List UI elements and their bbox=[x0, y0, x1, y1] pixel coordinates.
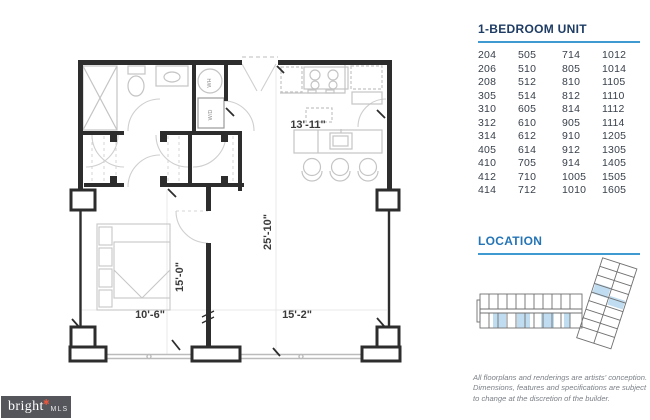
unit-number: 405 bbox=[478, 143, 497, 156]
unit-panel bbox=[478, 22, 640, 198]
unit-number: 1405 bbox=[602, 157, 627, 169]
unit-number: 505 bbox=[518, 49, 537, 61]
unit-table bbox=[478, 49, 640, 198]
unit-number: 1205 bbox=[602, 130, 627, 142]
unit-number: 912 bbox=[562, 143, 581, 156]
unit-number: 1010 bbox=[562, 184, 587, 196]
unit-panel-title: 1-BEDROOM UNIT bbox=[478, 22, 640, 43]
unit-number: 610 bbox=[518, 116, 537, 129]
dimension-bedroom-width: 10'-6" bbox=[135, 309, 165, 321]
location-panel bbox=[478, 234, 640, 255]
unit-number: 714 bbox=[562, 49, 581, 61]
unit-number: 312 bbox=[478, 116, 497, 129]
unit-number: 1605 bbox=[602, 184, 627, 196]
logo-suffix-text: MLS bbox=[50, 405, 69, 413]
unit-number: 305 bbox=[478, 89, 497, 102]
unit-number: 910 bbox=[562, 130, 581, 142]
unit-number: 612 bbox=[518, 130, 537, 142]
building-wing bbox=[577, 258, 637, 349]
disclaimer-line: to change at the discretion of the builder. bbox=[473, 393, 610, 403]
unit-number: 805 bbox=[562, 62, 581, 75]
shower bbox=[83, 66, 117, 130]
unit-number: 605 bbox=[518, 103, 537, 115]
unit-number: 314 bbox=[478, 130, 497, 142]
disclaimer bbox=[473, 373, 649, 404]
location-panel-title: LOCATION bbox=[478, 234, 640, 255]
cooktop bbox=[304, 67, 348, 93]
dimension-living-width: 15'-2" bbox=[282, 309, 312, 321]
unit-number: 1012 bbox=[602, 49, 627, 61]
highlighted-units bbox=[493, 314, 570, 328]
brightmls-logo bbox=[1, 396, 71, 418]
location-map bbox=[476, 254, 650, 356]
unit-number: 514 bbox=[518, 89, 537, 102]
unit-number: 1110 bbox=[602, 89, 625, 102]
unit-number: 1505 bbox=[602, 170, 627, 183]
unit-number: 206 bbox=[478, 62, 497, 75]
closet-dashed-lines bbox=[92, 136, 233, 211]
unit-number: 208 bbox=[478, 76, 497, 88]
unit-number: 1112 bbox=[602, 103, 625, 115]
water-heater-label: WH bbox=[207, 78, 213, 88]
unit-number: 510 bbox=[518, 62, 537, 75]
unit-number: 614 bbox=[518, 143, 537, 156]
unit-number: 512 bbox=[518, 76, 537, 88]
kitchen-island bbox=[294, 129, 382, 153]
toilet bbox=[128, 66, 145, 96]
construction-lines bbox=[82, 66, 387, 354]
washer-dryer-label: W/D bbox=[208, 109, 214, 121]
appliance-labels bbox=[207, 78, 214, 120]
unit-number: 712 bbox=[518, 184, 537, 196]
unit-number: 812 bbox=[562, 89, 581, 102]
unit-number: 414 bbox=[478, 184, 497, 196]
dimension-bedroom-depth: 15'-0" bbox=[174, 262, 186, 292]
unit-number: 412 bbox=[478, 170, 497, 183]
logo-brand-text: bright bbox=[8, 399, 44, 414]
unit-number: 914 bbox=[562, 157, 581, 169]
unit-number: 1014 bbox=[602, 62, 627, 75]
disclaimer-line: Dimensions, features and specifications are subject bbox=[473, 383, 647, 393]
bed bbox=[97, 224, 170, 310]
door-ticks bbox=[72, 66, 385, 356]
unit-number: 810 bbox=[562, 76, 581, 88]
unit-number: 1005 bbox=[562, 170, 587, 183]
vanity-sink bbox=[156, 66, 188, 86]
wall-cabinet bbox=[351, 66, 382, 89]
dimension-kitchen: 13'-11" bbox=[290, 119, 326, 131]
upper-cabinet bbox=[281, 67, 302, 92]
unit-number: 204 bbox=[478, 49, 497, 61]
dimension-living-depth: 25'-10" bbox=[262, 214, 274, 250]
unit-number: 1114 bbox=[602, 116, 625, 129]
bar-stools bbox=[302, 159, 378, 182]
unit-number: 410 bbox=[478, 157, 497, 169]
disclaimer-line: All floorplans and renderings are artists' conception. bbox=[473, 373, 648, 382]
unit-number: 814 bbox=[562, 103, 581, 115]
unit-number: 905 bbox=[562, 116, 581, 129]
unit-number: 1105 bbox=[602, 76, 626, 88]
unit-number: 710 bbox=[518, 170, 537, 183]
refrigerator bbox=[352, 92, 382, 104]
unit-number: 705 bbox=[518, 157, 537, 169]
unit-number: 1305 bbox=[602, 143, 627, 156]
dimension-labels bbox=[135, 119, 326, 321]
unit-number: 310 bbox=[478, 103, 497, 115]
logo-star-icon: ✱ bbox=[42, 398, 50, 407]
